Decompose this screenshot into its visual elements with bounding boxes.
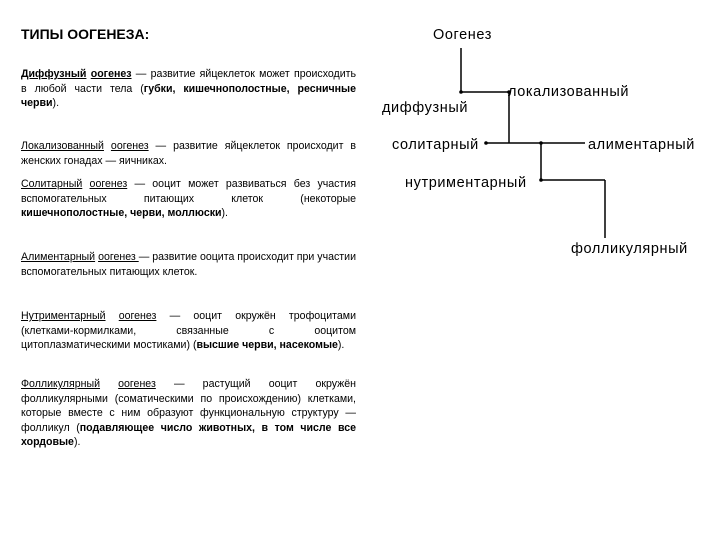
type-term: оогенез: [118, 310, 157, 322]
type-term: оогенез: [118, 378, 156, 390]
node-dot-nutrimentary: [539, 178, 543, 182]
type-name: Локализованный: [21, 140, 104, 152]
type-name: Солитарный: [21, 178, 83, 190]
type-description: — развитие яйцеклеток может происходить в любой части тела (: [21, 68, 357, 95]
type-description: — ооцит окружён трофоцитами (клетками-кормилками, связанные с ооцитом цитоплазматическими мостиками) (: [21, 310, 356, 352]
diagram-label-solitary: солитарный: [392, 137, 479, 153]
type-end: ).: [337, 339, 345, 352]
diagram-label-diffuse: диффузный: [382, 100, 469, 116]
type-term: оогенез: [110, 140, 149, 152]
type-term: оогенез: [90, 68, 132, 80]
diagram-label-alimentary: алиментарный: [588, 137, 696, 153]
type-description: — развитие яйцеклеток происходит в женских гонадах — яичниках.: [21, 140, 357, 167]
type-description: — ооцит может развиваться без участия вспомогательных питающих клеток (некоторые: [21, 178, 356, 205]
diagram-label-nutrimentary: нутриментарный: [405, 175, 527, 191]
node-dot-diffuse: [459, 90, 463, 94]
type-end: ).: [52, 97, 60, 110]
type-examples: подавляющее число животных, в том числе все хордовые: [21, 421, 356, 449]
page-title: ТИПЫ ООГЕНЕЗА:: [21, 26, 150, 42]
type-name: Фолликулярный: [21, 378, 101, 390]
type-description: — растущий ооцит окружён фолликулярными (соматическими по происхождению) клетками, которые вместе с ним образуют функциональную структуру — фолликул (: [21, 378, 356, 434]
type-term: оогенез: [89, 178, 128, 190]
type-end: ).: [73, 436, 81, 449]
node-dot-solitary: [484, 141, 488, 145]
type-name: Нутриментарный: [21, 310, 106, 322]
diagram-label-follicular: фолликулярный: [571, 241, 688, 257]
type-term: оогенез: [98, 251, 139, 263]
type-name: Алиментарный: [21, 251, 96, 263]
type-description: — развитие ооцита происходит при участии вспомогательных питающих клеток.: [21, 251, 356, 278]
diagram-label-localized: локализованный: [508, 84, 630, 100]
diagram-root-label: Оогенез: [433, 27, 492, 43]
type-name: Диффузный: [21, 68, 87, 80]
type-examples: губки, кишечнополостные, ресничные черви: [21, 82, 356, 110]
type-end: ).: [221, 207, 229, 220]
node-dot-alimentary: [539, 141, 543, 145]
type-examples: высшие черви, насекомые: [196, 339, 338, 352]
type-examples: кишечнополостные, черви, моллюски: [21, 207, 222, 220]
